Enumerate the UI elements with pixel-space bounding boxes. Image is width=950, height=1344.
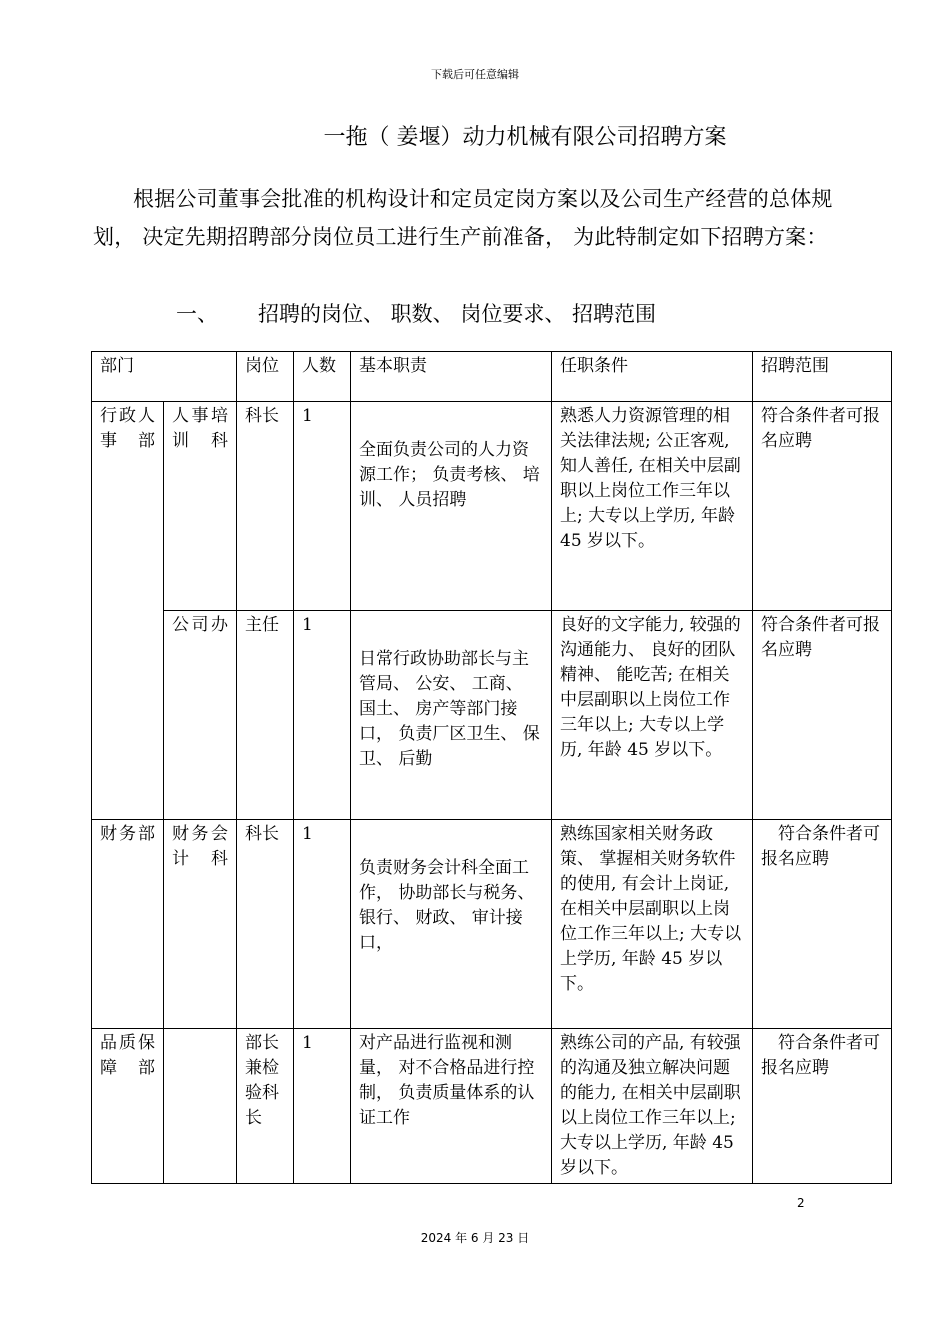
table-row (92, 611, 892, 820)
post-cell: 主任 (237, 611, 294, 820)
sub-dept-cell (164, 1029, 237, 1184)
duty-cell: 对产品进行监视和测量， 对不合格品进行控制， 负责质量体系的认证工作 (351, 1029, 552, 1184)
post-cell: 部长兼检验科长 (237, 1029, 294, 1184)
section-title: 招聘的岗位、 职数、 岗位要求、 招聘范围 (258, 302, 657, 326)
header-note: 下载后可任意编辑 (431, 68, 519, 81)
scope-cell: 符合条件者可报名应聘 (753, 611, 892, 820)
dept-cell: 财务部 (92, 820, 164, 1029)
count-cell: 1 (294, 1029, 351, 1184)
req-cell: 熟练国家相关财务政策、 掌握相关财务软件的使用, 有会计上岗证, 在相关中层副职以上岗位工作三年以上; 大专以上学历, 年龄 45 岁以下。 (552, 820, 753, 1029)
scope-cell: 符合条件者可报名应聘 (753, 402, 892, 611)
header-count: 人数 (294, 352, 351, 402)
req-cell: 熟悉人力资源管理的相关法律法规; 公正客观, 知人善任, 在相关中层副职以上岗位工作三年以上; 大专以上学历, 年龄 45 岁以下。 (552, 402, 753, 611)
header-dept: 部门 (92, 352, 237, 402)
intro-paragraph (93, 180, 908, 256)
intro-line-2: 划， 决定先期招聘部分岗位员工进行生产前准备， 为此特制定如下招聘方案： (93, 225, 828, 249)
intro-line-1: 根据公司董事会批准的机构设计和定员定岗方案以及公司生产经营的总体规 (133, 187, 833, 211)
duty-cell: 日常行政协助部长与主管局、 公安、 工商、 国土、 房产等部门接口， 负责厂区卫生、 保卫、 后勤 (351, 611, 552, 820)
section-number: 一、 (176, 302, 218, 326)
table-row (92, 820, 892, 1029)
sub-dept-cell: 财务会计科 (164, 820, 237, 1029)
sub-dept-cell: 公司办 (164, 611, 237, 820)
dept-cell: 品质保障部 (92, 1029, 164, 1184)
table-row (92, 402, 892, 611)
table-header-row (92, 352, 892, 402)
duty-cell: 全面负责公司的人力资源工作； 负责考核、 培训、 人员招聘 (351, 402, 552, 611)
count-cell: 1 (294, 820, 351, 1029)
dept-cell: 行政人事部 (92, 402, 164, 820)
table-row (92, 1029, 892, 1184)
header-req: 任职条件 (552, 352, 753, 402)
post-cell: 科长 (237, 820, 294, 1029)
header-duty: 基本职责 (351, 352, 552, 402)
req-cell: 良好的文字能力, 较强的沟通能力、 良好的团队精神、 能吃苦; 在相关中层副职以上岗位工作三年以上; 大专以上学历, 年龄 45 岁以下。 (552, 611, 753, 820)
header-scope: 招聘范围 (753, 352, 892, 402)
scope-cell: 符合条件者可报名应聘 (753, 820, 892, 1029)
count-cell: 1 (294, 611, 351, 820)
header-post: 岗位 (237, 352, 294, 402)
section-heading (176, 298, 656, 328)
post-cell: 科长 (237, 402, 294, 611)
sub-dept-cell: 人事培训科 (164, 402, 237, 611)
footer-date: 2024 年 6 月 23 日 (420, 1231, 530, 1245)
duty-cell: 负责财务会计科全面工作， 协助部长与税务、 银行、 财政、 审计接口， (351, 820, 552, 1029)
recruitment-table (91, 351, 892, 1184)
scope-cell: 符合条件者可报名应聘 (753, 1029, 892, 1184)
count-cell: 1 (294, 402, 351, 611)
document-title: 一拖（ 姜堰）动力机械有限公司招聘方案 (323, 125, 727, 150)
req-cell: 熟练公司的产品, 有较强的沟通及独立解决问题的能力, 在相关中层副职以上岗位工作三年以上; 大专以上学历, 年龄 45 岁以下。 (552, 1029, 753, 1184)
page-number: 2 (797, 1196, 805, 1210)
